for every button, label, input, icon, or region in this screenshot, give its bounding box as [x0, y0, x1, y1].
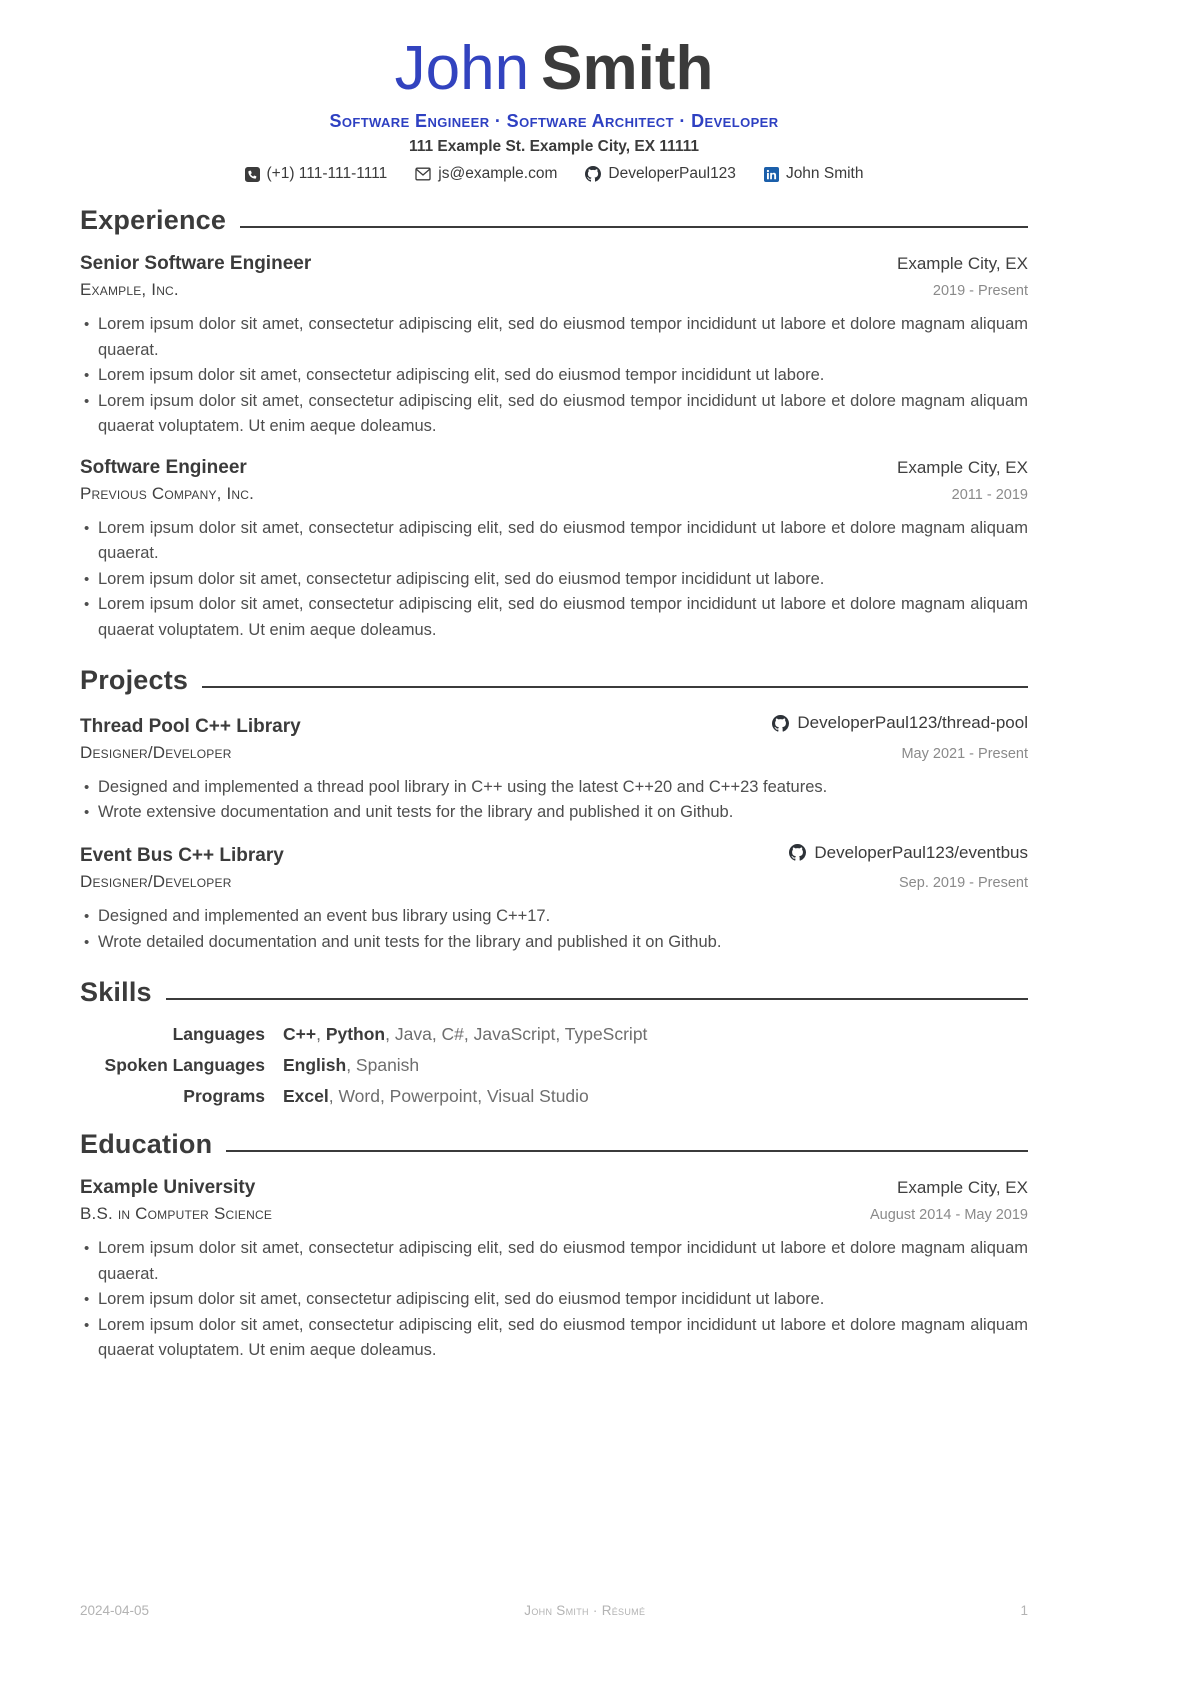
bullet-item: • Wrote detailed documentation and unit tests for the library and published it on Github. — [98, 930, 1028, 956]
job-dates: 2011 - 2019 — [951, 486, 1028, 503]
bullet-item: • Designed and implemented a thread pool library in C++ using the latest C++20 and C++23 features. — [98, 775, 1028, 801]
bullet-item: • Lorem ipsum dolor sit amet, consectetur adipiscing elit, sed do eiusmod tempor incididunt ut labore et dolore magnam aliquam quaerat voluptatem. Ut enim aeque doleamus. — [98, 1313, 1028, 1364]
github-handle: DeveloperPaul123 — [608, 165, 736, 183]
github-icon — [789, 844, 806, 861]
contact-row — [80, 165, 1028, 183]
bullet-item: • Lorem ipsum dolor sit amet, consectetur adipiscing elit, sed do eiusmod tempor incididunt ut labore. — [98, 1287, 1028, 1313]
skill-segment: , Word, Powerpoint, Visual Studio — [328, 1086, 589, 1107]
bullet-list — [80, 904, 1028, 955]
bullet-list — [80, 1236, 1028, 1364]
entry-subtitle-row — [80, 743, 1028, 763]
section-title: Education — [80, 1129, 213, 1160]
linkedin-name: John Smith — [785, 165, 864, 183]
full-name — [80, 36, 1028, 101]
section-rule — [202, 686, 1028, 688]
experience-entry — [80, 253, 1028, 440]
skill-segment: Python — [325, 1024, 386, 1045]
skills-table — [80, 1024, 1028, 1107]
linkedin-icon — [764, 167, 779, 182]
address-line: 111 Example St. Example City, EX 11111 — [408, 138, 700, 156]
company-name: Example, Inc. — [80, 280, 179, 300]
project-entry — [80, 713, 1028, 826]
school-name: Example University — [80, 1177, 256, 1199]
skill-label: Programs — [183, 1086, 265, 1107]
phone-icon — [245, 167, 260, 182]
bullet-item: • Designed and implemented an event bus library using C++17. — [98, 904, 1028, 930]
entry-subtitle-row — [80, 280, 1028, 300]
repo-path: DeveloperPaul123/eventbus — [814, 842, 1028, 862]
project-dates: Sep. 2019 - Present — [899, 875, 1028, 892]
project-entry — [80, 843, 1028, 956]
phone-link[interactable] — [245, 165, 388, 183]
section-rule — [166, 998, 1028, 1000]
entry-title-row — [80, 253, 1028, 275]
entry-title-row — [80, 713, 1028, 738]
skill-segment: , Spanish — [346, 1055, 420, 1076]
footer-date: 2024-04-05 — [80, 1603, 150, 1618]
bullet-list — [80, 516, 1028, 644]
section-header — [80, 977, 1028, 1008]
bullet-item: • Lorem ipsum dolor sit amet, consectetur adipiscing elit, sed do eiusmod tempor incididunt ut labore et dolore magnam aliquam quaerat voluptatem. Ut enim aeque doleamus. — [98, 389, 1028, 440]
project-role: Designer/Developer — [80, 742, 232, 762]
skill-segment: C++ — [283, 1024, 317, 1045]
job-title: Senior Software Engineer — [80, 253, 312, 275]
repo-path: DeveloperPaul123/thread-pool — [797, 713, 1028, 733]
bullet-list — [80, 775, 1028, 826]
section-skills — [80, 977, 1028, 1107]
job-dates: 2019 - Present — [932, 283, 1028, 300]
section-title: Experience — [80, 205, 227, 236]
section-title: Projects — [80, 665, 189, 696]
linkedin-link[interactable] — [764, 165, 864, 183]
entry-subtitle-row — [80, 484, 1028, 504]
skill-segment: Excel — [283, 1086, 329, 1107]
section-header — [80, 205, 1028, 236]
project-dates: May 2021 - Present — [901, 745, 1028, 762]
entry-title-row — [80, 843, 1028, 868]
section-experience — [80, 205, 1028, 643]
bullet-item: • Lorem ipsum dolor sit amet, consectetur adipiscing elit, sed do eiusmod tempor incididunt ut labore. — [98, 363, 1028, 389]
skill-label: Languages — [172, 1024, 265, 1045]
github-link[interactable] — [585, 165, 736, 183]
section-education — [80, 1129, 1028, 1364]
entry-subtitle-row — [80, 872, 1028, 892]
skill-label: Spoken Languages — [104, 1055, 265, 1076]
phone-number: (+1) 111-111-1111 — [266, 165, 388, 183]
experience-entry — [80, 457, 1028, 644]
project-role: Designer/Developer — [80, 872, 232, 892]
skill-value — [283, 1086, 1028, 1107]
bullet-item: • Lorem ipsum dolor sit amet, consectetur adipiscing elit, sed do eiusmod tempor incididunt ut labore. — [98, 567, 1028, 593]
resume-header — [80, 36, 1028, 183]
bullet-item: • Lorem ipsum dolor sit amet, consectetur adipiscing elit, sed do eiusmod tempor incididunt ut labore et dolore magnam aliquam quaerat. — [98, 516, 1028, 567]
skill-segment: , Java, C#, JavaScript, TypeScript — [385, 1024, 648, 1045]
degree-name: B.S. in Computer Science — [80, 1204, 273, 1224]
page-footer — [80, 1603, 1028, 1618]
repo-link[interactable] — [789, 843, 1028, 863]
bullet-item: • Lorem ipsum dolor sit amet, consectetur adipiscing elit, sed do eiusmod tempor incididunt ut labore et dolore magnam aliquam quaerat voluptatem. Ut enim aeque doleamus. — [98, 592, 1028, 643]
company-name: Previous Company, Inc. — [80, 483, 255, 503]
last-name: Smith — [541, 34, 714, 103]
entry-title-row — [80, 1177, 1028, 1199]
project-title: Event Bus C++ Library — [80, 845, 284, 867]
job-location: Example City, EX — [896, 254, 1028, 274]
education-entry — [80, 1177, 1028, 1364]
section-rule — [240, 226, 1028, 228]
github-icon — [585, 166, 601, 182]
job-location: Example City, EX — [896, 457, 1028, 477]
footer-page-number: 1 — [1020, 1603, 1028, 1618]
footer-title: John Smith · Résumé — [524, 1603, 646, 1618]
bullet-item: • Lorem ipsum dolor sit amet, consectetur adipiscing elit, sed do eiusmod tempor incididunt ut labore et dolore magnam aliquam quaerat. — [98, 312, 1028, 363]
job-title: Software Engineer — [80, 456, 247, 478]
section-title: Skills — [80, 977, 152, 1008]
section-rule — [226, 1150, 1028, 1152]
school-location: Example City, EX — [896, 1178, 1028, 1198]
section-header — [80, 665, 1028, 696]
education-dates: August 2014 - May 2019 — [870, 1207, 1028, 1224]
entry-title-row — [80, 457, 1028, 479]
skill-value — [283, 1055, 1028, 1076]
email-address: js@example.com — [438, 165, 558, 183]
bullet-item: • Lorem ipsum dolor sit amet, consectetur adipiscing elit, sed do eiusmod tempor incididunt ut labore et dolore magnam aliquam quaerat. — [98, 1236, 1028, 1287]
email-link[interactable] — [415, 165, 557, 183]
role-tagline: Software Engineer · Software Architect · Developer — [329, 111, 779, 132]
section-header — [80, 1129, 1028, 1160]
first-name: John — [394, 34, 530, 103]
bullet-list — [80, 312, 1028, 440]
skill-segment: English — [283, 1055, 347, 1076]
repo-link[interactable] — [772, 713, 1028, 733]
skill-segment: , — [316, 1024, 326, 1045]
email-icon — [415, 167, 431, 181]
bullet-item: • Wrote extensive documentation and unit tests for the library and published it on Github. — [98, 800, 1028, 826]
github-icon — [772, 715, 789, 732]
section-projects — [80, 665, 1028, 955]
entry-subtitle-row — [80, 1204, 1028, 1224]
project-title: Thread Pool C++ Library — [80, 715, 301, 737]
skill-value — [283, 1024, 1028, 1045]
